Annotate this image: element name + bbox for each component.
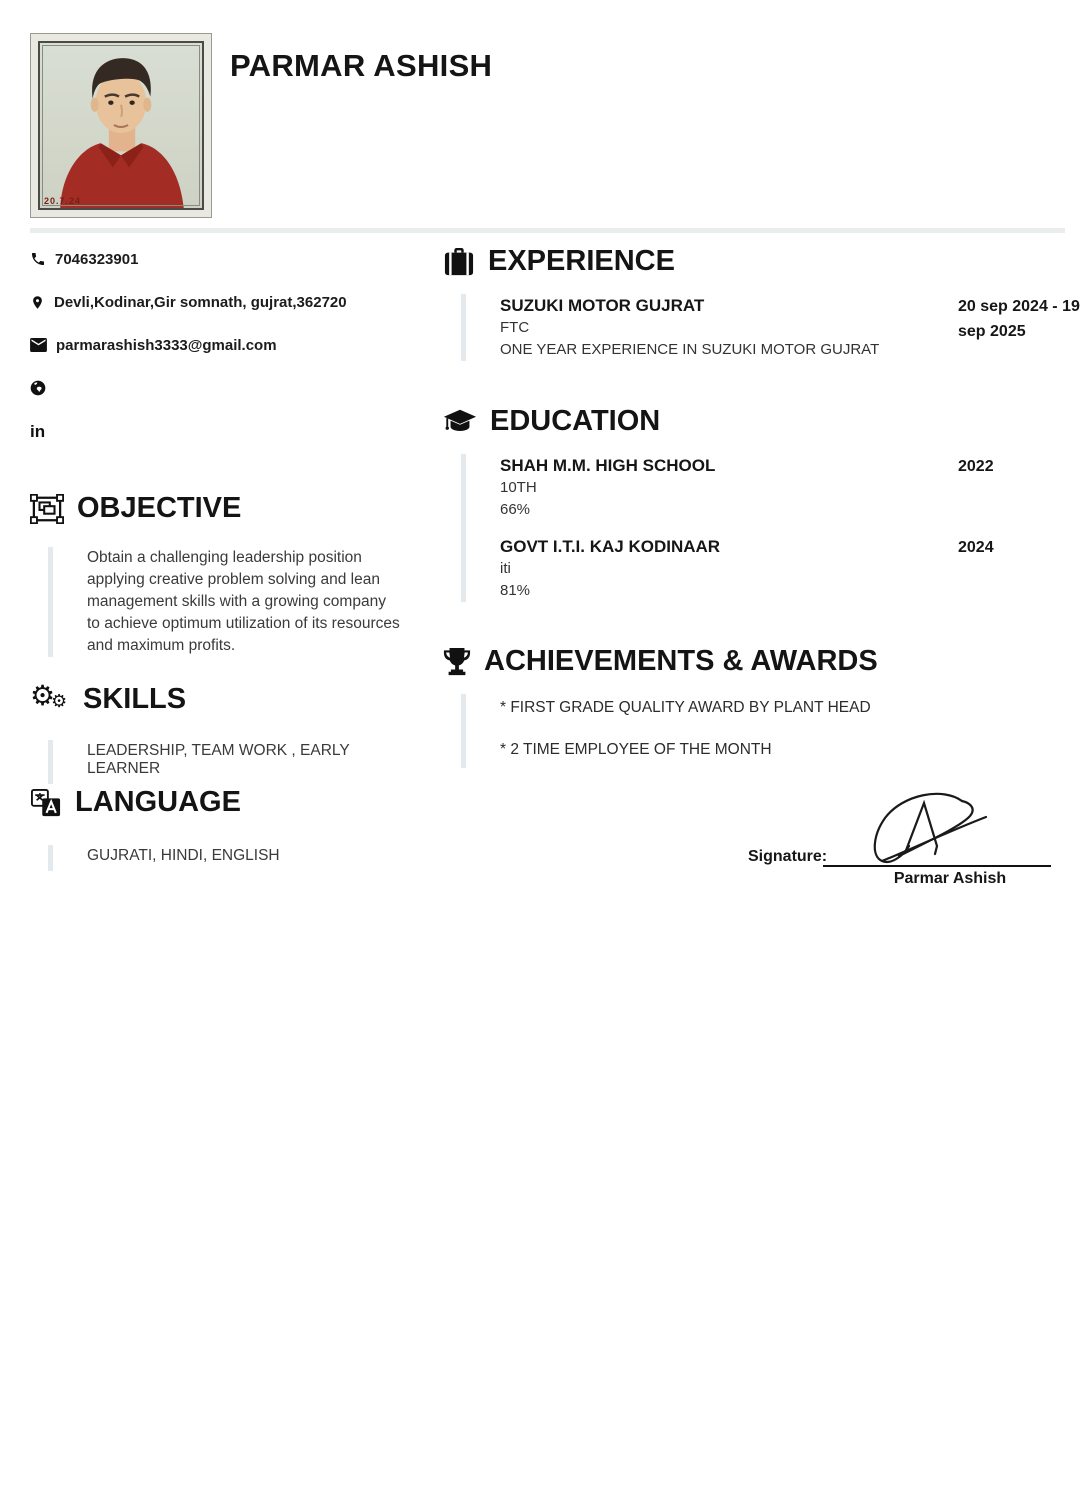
contact-list xyxy=(30,250,400,440)
page-title: PARMAR ASHISH xyxy=(230,48,493,83)
trophy-icon xyxy=(443,647,471,677)
education-header xyxy=(443,405,1080,438)
education-entry xyxy=(500,535,1080,602)
signature-block xyxy=(740,780,1060,900)
photo-date-stamp: 20.7.24 xyxy=(44,196,82,206)
objective-title: OBJECTIVE xyxy=(77,492,242,524)
achievement-item: * 2 TIME EMPLOYEE OF THE MONTH xyxy=(500,741,772,758)
education-school: SHAH M.M. HIGH SCHOOL xyxy=(500,456,716,475)
profile-photo-image xyxy=(38,41,204,210)
contact-website xyxy=(30,379,400,397)
language-title: LANGUAGE xyxy=(75,786,241,818)
experience-entry xyxy=(500,294,1080,361)
contact-address-text: Devli,Kodinar,Gir somnath, gujrat,362720 xyxy=(54,293,347,311)
contact-email xyxy=(30,336,400,354)
language-header xyxy=(30,786,410,819)
location-pin-icon xyxy=(30,294,45,311)
achievements-body xyxy=(461,694,1080,768)
graduation-cap-icon xyxy=(443,407,477,437)
education-entry-main xyxy=(500,535,958,602)
object-group-icon xyxy=(30,494,64,524)
achievements-title: ACHIEVEMENTS & AWARDS xyxy=(484,645,878,677)
section-achievements xyxy=(443,645,1080,768)
section-language xyxy=(30,786,410,871)
section-skills xyxy=(30,682,410,784)
contact-phone xyxy=(30,250,400,268)
section-experience xyxy=(443,245,1080,361)
skills-header xyxy=(30,682,410,716)
experience-description: ONE YEAR EXPERIENCE IN SUZUKI MOTOR GUJRAT xyxy=(500,341,880,358)
experience-dates: 20 sep 2024 - 19 sep 2025 xyxy=(958,298,1080,340)
signature-label: Signature: xyxy=(748,848,828,865)
skills-text: LEADERSHIP, TEAM WORK , EARLY LEARNER xyxy=(48,740,410,784)
education-year: 2022 xyxy=(958,458,994,475)
contact-address xyxy=(30,293,400,311)
contact-email-text: parmarashish3333@gmail.com xyxy=(56,336,277,354)
experience-title: EXPERIENCE xyxy=(488,245,675,277)
experience-header xyxy=(443,245,1080,278)
achievements-header xyxy=(443,645,1080,678)
phone-icon xyxy=(30,251,46,267)
achievement-item: * FIRST GRADE QUALITY AWARD BY PLANT HEAD xyxy=(500,699,871,716)
education-entry-main xyxy=(500,454,958,521)
experience-company: SUZUKI MOTOR GUJRAT xyxy=(500,296,705,315)
education-score: 66% xyxy=(500,501,531,518)
signature-name: Parmar Ashish xyxy=(893,870,1007,887)
experience-entry-main xyxy=(500,294,958,361)
signature-line xyxy=(823,865,1051,867)
experience-role: FTC xyxy=(500,319,530,336)
objective-header xyxy=(30,492,410,525)
contact-phone-text: 7046323901 xyxy=(55,250,139,268)
education-score: 81% xyxy=(500,582,531,599)
language-text: GUJRATI, HINDI, ENGLISH xyxy=(48,845,410,871)
header-divider xyxy=(30,228,1065,233)
education-school: GOVT I.T.I. KAJ KODINAAR xyxy=(500,537,721,556)
section-education xyxy=(443,405,1080,602)
contact-linkedin xyxy=(30,422,400,440)
signature-drawing xyxy=(865,790,993,868)
briefcase-icon xyxy=(443,247,475,277)
education-year: 2024 xyxy=(958,539,994,556)
education-title: EDUCATION xyxy=(490,405,661,437)
linkedin-icon: in xyxy=(30,421,46,441)
education-body xyxy=(461,454,1080,602)
education-degree: iti xyxy=(500,560,511,577)
objective-text: Obtain a challenging leadership position applying creative problem solving and lean management skills with a growing company to achieve optimum utilization of its resources and maximum profits. xyxy=(48,547,402,657)
translate-icon xyxy=(30,788,62,818)
skills-title: SKILLS xyxy=(83,682,187,715)
envelope-icon xyxy=(30,338,47,352)
person-portrait-illustration xyxy=(40,43,202,208)
experience-body xyxy=(461,294,1080,361)
profile-photo xyxy=(30,33,212,218)
globe-icon xyxy=(30,380,46,396)
gears-icon: ⚙ ⚙ xyxy=(30,680,68,711)
section-objective xyxy=(30,492,410,657)
education-entry xyxy=(500,454,1080,521)
education-degree: 10TH xyxy=(500,479,537,496)
